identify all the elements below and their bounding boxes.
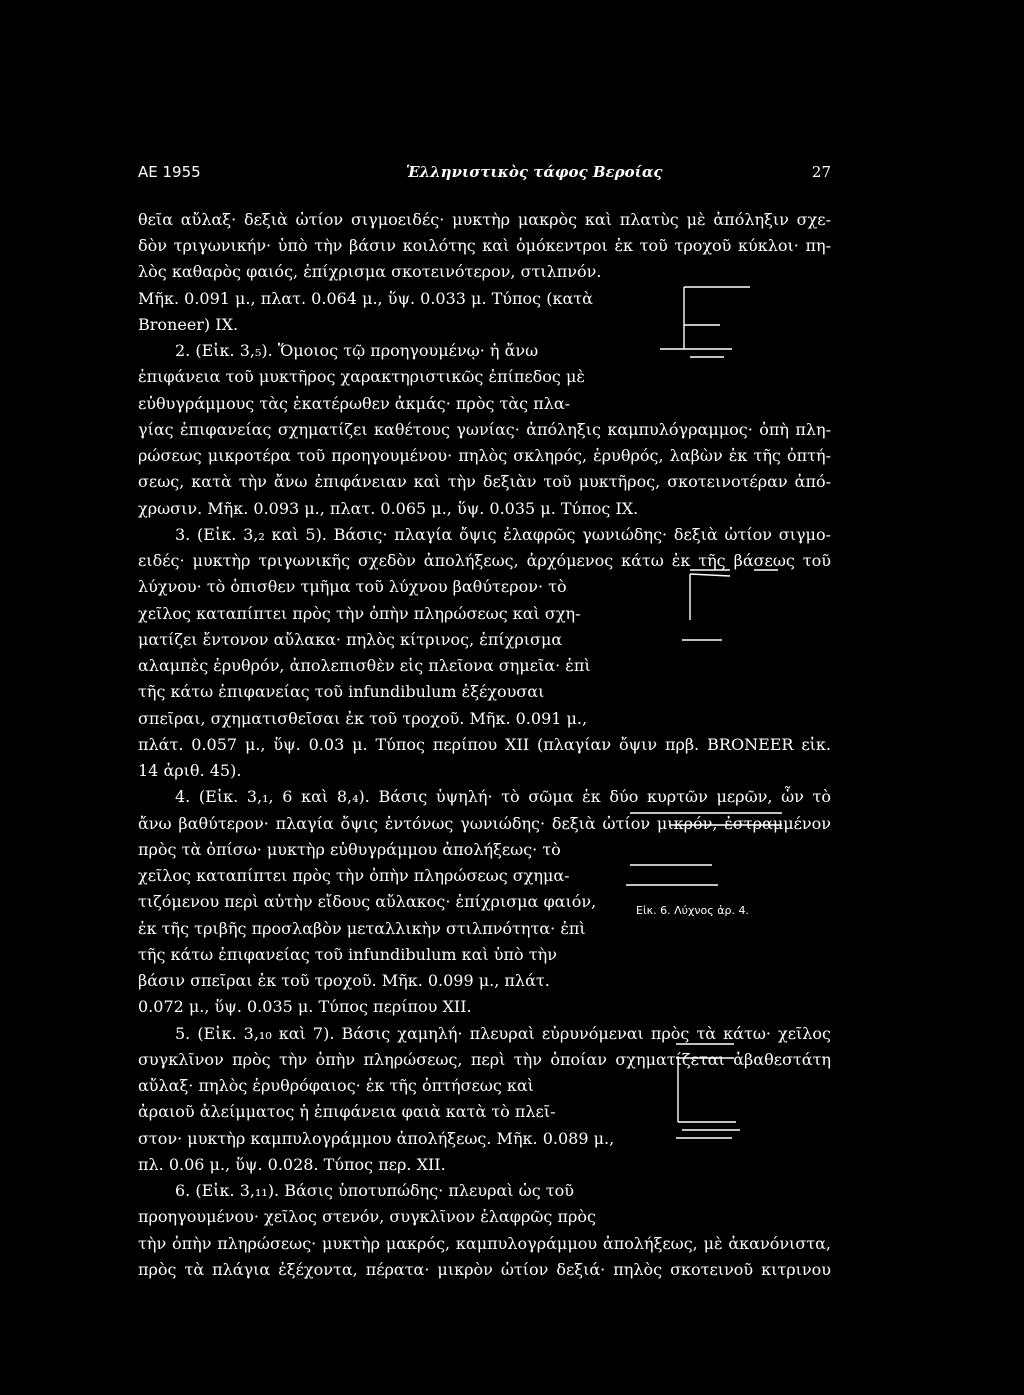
text-line: τιζόμενου περὶ αὐτὴν εἴδους αὔλακος· ἐπίχρισμα φαιόν, [138, 892, 597, 911]
text-line: δὸν τριγωνικήν· ὑπὸ τὴν βάσιν κοιλότης καὶ ὁμόκεντροι ἐκ τοῦ τροχοῦ κύκλοι· πη- [138, 236, 831, 255]
text-line: ειδές· μυκτὴρ τριγωνικῆς σχεδὸν ἀπολήξεως, ἀρχόμενος κάτω ἐκ τῆς βάσεως τοῦ [138, 551, 831, 570]
text-line: ἄνω βαθύτερον· πλαγία ὄψις ἐντόνως γωνιώδης· δεξιὰ ὠτίον μικρόν, ἐστραμμένον [138, 814, 831, 833]
text-line: τῆς κάτω ἐπιφανείας τοῦ infundibulum ἐξέχουσαι [138, 682, 545, 701]
text-line: χεῖλος καταπίπτει πρὸς τὴν ὀπὴν πληρώσεως σχημα- [138, 866, 570, 885]
text-line: 3. (Εἰκ. 3,₂ καὶ 5). Βάσις· πλαγία ὄψις ἐλαφρῶς γωνιώδης· δεξιὰ ὠτίον σιγμο- [175, 525, 831, 544]
text-line: πρὸς τὰ ὀπίσω· μυκτὴρ εὐθυγράμμου ἀπολήξεως· τὸ [138, 840, 561, 859]
text-line: 6. (Εἰκ. 3,₁₁). Βάσις ὑποτυπώδης· πλευραὶ ὡς τοῦ [175, 1181, 574, 1200]
text-line: τῆς κάτω ἐπιφανείας τοῦ infundibulum καὶ ὑπὸ τὴν [138, 945, 557, 964]
text-line: βάσιν σπεῖραι ἐκ τοῦ τροχοῦ. Μῆκ. 0.099 μ., πλάτ. [138, 971, 550, 990]
text-line: θεῖα αὔλαξ· δεξιὰ ὠτίον σιγμοειδές· μυκτὴρ μακρὸς καὶ πλατὺς μὲ ἀπόληξιν σχε- [138, 210, 831, 229]
text-line: πρὸς τὰ πλάγια ἐξέχοντα, πέρατα· μικρὸν ὠτίον δεξιά· πηλὸς σκοτεινοῦ κιτρινου [138, 1260, 831, 1279]
lamp-profile-drawing-2 [672, 560, 792, 650]
text-line: τὴν ὀπὴν πληρώσεως· μυκτὴρ μακρός, καμπυλογράμμου ἀπολήξεως, μὲ ἀκανόνιστα, [138, 1234, 831, 1253]
text-line: χρωσιν. Μῆκ. 0.093 μ., πλατ. 0.065 μ., ὕψ. 0.035 μ. Τύπος IX. [138, 499, 639, 518]
text-line: χεῖλος καταπίπτει πρὸς τὴν ὀπὴν πληρώσεως καὶ σχη- [138, 604, 581, 623]
running-title: Ἑλληνιστικὸς τάφος Βεροίας [406, 163, 663, 181]
text-line: 5. (Εἰκ. 3,₁₀ καὶ 7). Βάσις χαμηλή· πλευραὶ εὐρυνόμεναι πρὸς τὰ κάτω· χεῖλος [175, 1024, 831, 1043]
text-line: ματίζει ἔντονον αὔλακα· πηλὸς κίτρινος, ἐπίχρισμα [138, 630, 563, 649]
text-line: λύχνου· τὸ ὀπισθεν τμῆμα τοῦ λύχνου βαθύτερον· τὸ [138, 577, 567, 596]
text-line: Μῆκ. 0.091 μ., πλατ. 0.064 μ., ὕψ. 0.033 μ. Τύπος (κατὰ [138, 289, 593, 308]
text-line: 0.072 μ., ὕψ. 0.035 μ. Τύπος περίπου XII. [138, 997, 472, 1016]
text-line: εὐθυγράμμους τὰς ἑκατέρωθεν ἀκμάς· πρὸς τὰς πλα- [138, 394, 571, 413]
text-line: ἐπιφάνεια τοῦ μυκτῆρος χαρακτηριστικῶς ἐπίπεδος μὲ [138, 367, 585, 386]
text-line: συγκλῖνον πρὸς τὴν ὀπὴν πληρώσεως, περὶ τὴν ὁποίαν σχηματίζεται ἀβαθεστάτη [138, 1050, 831, 1069]
text-line: 2. (Εἰκ. 3,₅). Ὅμοιος τῷ προηγουμένῳ· ἡ ἄνω [175, 341, 539, 360]
text-line: σεως, κατὰ τὴν ἄνω ἐπιφάνειαν καὶ τὴν δεξιὰν τοῦ μυκτῆρος, σκοτεινοτέραν ἀπό- [138, 472, 831, 491]
text-line: πλ. 0.06 μ., ὕψ. 0.028. Τύπος περ. XII. [138, 1155, 446, 1174]
text-line: πλάτ. 0.057 μ., ὕψ. 0.03 μ. Τύπος περίπου XII (πλαγίαν ὄψιν πρβ. BRONEER εἰκ. [138, 735, 831, 754]
text-line: σπεῖραι, σχηματισθεῖσαι ἐκ τοῦ τροχοῦ. Μῆκ. 0.091 μ., [138, 709, 588, 728]
figure-caption: Εἰκ. 6. Λύχνος ἀρ. 4. [636, 904, 749, 917]
page-number: 27 [811, 163, 831, 181]
text-line: ρώσεως μικροτέρα τοῦ προηγουμένου· πηλὸς σκληρός, ἐρυθρός, λαβὼν ἐκ τῆς ὀπτή- [138, 446, 831, 465]
text-line: 4. (Εἰκ. 3,₁, 6 καὶ 8,₄). Βάσις ὑψηλή· τὸ σῶμα ἐκ δύο κυρτῶν μερῶν, ὧν τὸ [175, 787, 831, 806]
text-line: προηγουμένου· χεῖλος στενόν, συγκλῖνον ἐλαφρῶς πρὸς [138, 1207, 596, 1226]
lamp-profile-drawing-4 [676, 1040, 776, 1150]
running-header [138, 163, 831, 187]
text-line: αὔλαξ· πηλὸς ἐρυθρόφαιος· ἐκ τῆς ὀπτήσεως καὶ [138, 1076, 534, 1095]
lamp-profile-drawing-3 [622, 805, 792, 895]
text-line: ἀραιοῦ ἀλείμματος ἡ ἐπιφάνεια φαιὰ κατὰ τὸ πλεῖ- [138, 1102, 556, 1121]
journal-reference: ΑΕ 1955 [138, 163, 201, 181]
text-line: Broneer) IX. [138, 315, 239, 334]
text-line: ἐκ τῆς τριβῆς προσλαβὸν μεταλλικὴν στιλπνότητα· ἐπὶ [138, 919, 586, 938]
text-line: 14 ἀριθ. 45). [138, 761, 242, 780]
text-line: γίας ἐπιφανείας σχηματίζει καθέτους γωνίας· ἀπόληξις καμπυλόγραμμος· ὀπὴ πλη- [138, 420, 831, 439]
text-line: αλαμπὲς ἐρυθρόν, ἀπολεπισθὲν εἰς πλεῖονα σημεῖα· ἐπὶ [138, 656, 591, 675]
lamp-profile-drawing-1 [660, 285, 780, 365]
text-line: στον· μυκτὴρ καμπυλογράμμου ἀπολήξεως. Μῆκ. 0.089 μ., [138, 1129, 615, 1148]
text-line: λὸς καθαρὸς φαιός, ἐπίχρισμα σκοτεινότερον, στιλπνόν. [138, 262, 602, 281]
